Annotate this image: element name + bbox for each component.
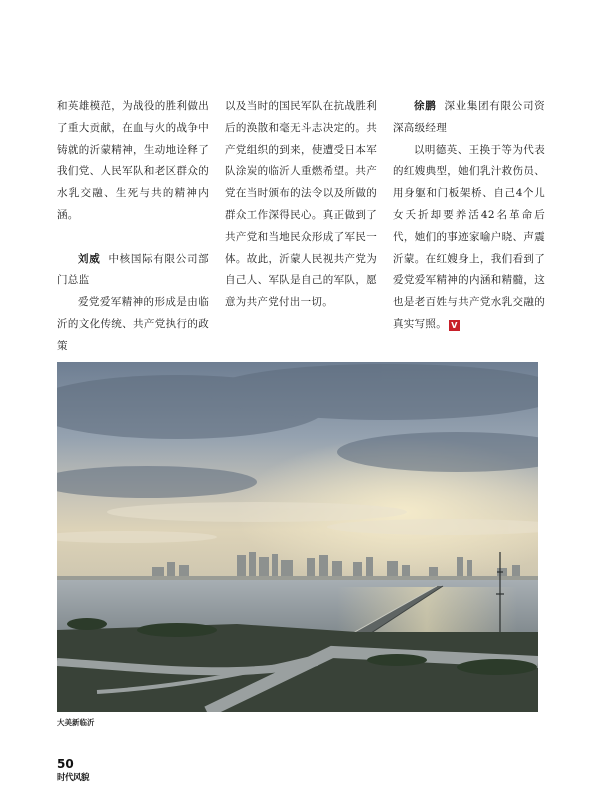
body-paragraph xyxy=(225,96,377,314)
paragraph-text: 和英雄模范，为战役的胜利做出了重大贡献，在血与火的战争中铸就的沂蒙精神，生动地诠释了我们党、人民军队和老区群众的水乳交融、生死与共的精神内涵。 xyxy=(57,100,209,221)
body-paragraph xyxy=(393,140,545,336)
city-bridge-photo xyxy=(57,362,538,712)
body-paragraph xyxy=(57,292,209,357)
speaker-title: 中核国际有限公司部门总监 xyxy=(57,252,209,287)
text-column-3 xyxy=(393,96,545,336)
paragraph-text: 以及当时的国民军队在抗战胜利后的涣散和毫无斗志决定的。共产党组织的到来，使遭受日本军队涂炭的临沂人重燃希望。共产党在当时颁布的法令以及所做的群众工作深得民心。真正做到了共产党和当地民众形成了军民一体。故此，沂蒙人民视共产党为自己人、军队是自己的军队，愿意为共产党付出一切。 xyxy=(225,100,377,309)
page-number: 50 xyxy=(57,757,74,771)
paragraph-gap xyxy=(57,227,209,249)
speaker-name: 徐鹏 xyxy=(414,100,437,112)
text-column-1 xyxy=(57,96,209,358)
body-paragraph xyxy=(57,96,209,227)
photo-caption: 大美新临沂 xyxy=(57,718,95,727)
speaker-title: 深业集团有限公司资深高级经理 xyxy=(393,100,545,134)
paragraph-text: 爱党爱军精神的形成是由临沂的文化传统、共产党执行的政策 xyxy=(57,296,209,352)
magazine-name: 时代风貌 xyxy=(57,773,90,783)
speaker-name: 刘威 xyxy=(78,252,101,265)
speaker-byline xyxy=(57,249,209,293)
speaker-byline xyxy=(393,96,545,140)
article-end-mark: V xyxy=(449,320,460,331)
paragraph-text: 以明德英、王换于等为代表的红嫂典型，她们乳汁救伤员、用身躯和门板架桥、自己4个儿女夭折却要养活42名革命后代，她们的事迹家喻户晓、声震沂蒙。在红嫂身上，我们看到了爱党爱军精神的内涵和精髓，这也是老百姓与共产党水乳交融的真实写照。 xyxy=(393,143,545,330)
text-column-2 xyxy=(225,96,377,314)
